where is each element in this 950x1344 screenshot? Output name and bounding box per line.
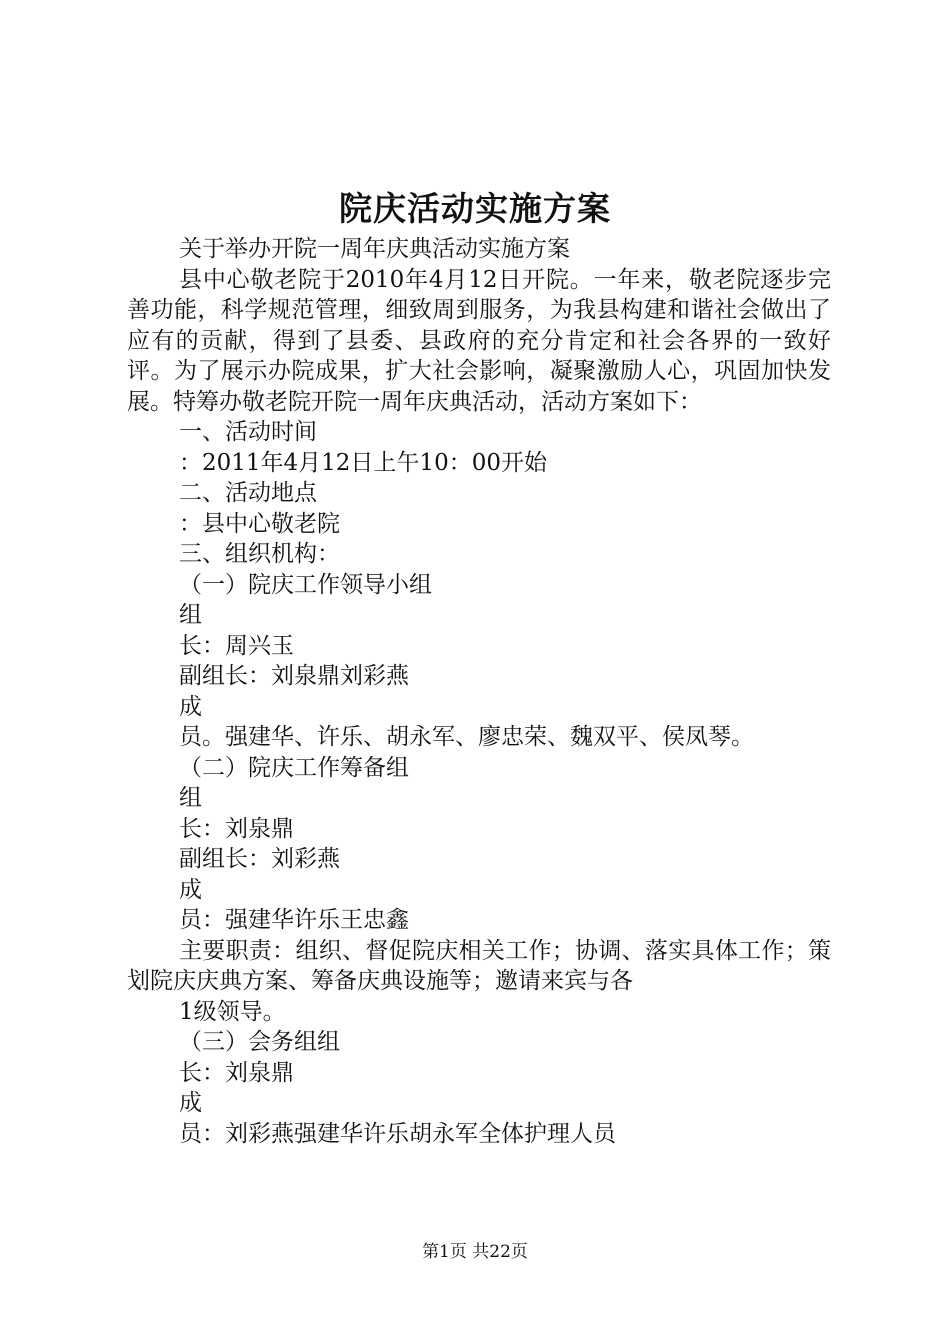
text-line: 副组长：刘泉鼎刘彩燕	[179, 663, 409, 689]
text-line: 副组长：刘彩燕	[179, 846, 340, 872]
text-line: ：县中心敬老院	[179, 510, 340, 537]
text-line: 长：周兴玉	[179, 632, 294, 659]
text-line: 成	[179, 1090, 202, 1116]
text-line: 员。强建华、许乐、胡永军、廖忠荣、魏双平、侯凤琴。	[179, 724, 754, 750]
subtitle-line: 关于举办开院一周年庆典活动实施方案	[179, 236, 570, 262]
text-line: 1级领导。	[179, 998, 286, 1025]
section-heading: 二、活动地点	[179, 480, 317, 506]
text-line: 组	[179, 602, 202, 628]
text-line: 员：强建华许乐王忠鑫	[179, 907, 409, 933]
text-line: ：2011年4月12日上午10：00开始	[179, 449, 547, 476]
intro-paragraph: 县中心敬老院于2010年4月12日开院。一年来，敬老院逐步完善功能，科学规范管理，细致周到服务，为我县构建和谐社会做出了应有的贡献，得到了县委、县政府的充分肯定和社会各界的一致好评。为了展示办院成果，扩大社会影响，凝聚激励人心，巩固加快发展。特筹办敬老院开院一周年庆典活动，活动方案如下：	[127, 266, 831, 415]
text-line: 组	[179, 785, 202, 811]
text-line: 成	[179, 693, 202, 720]
subsection-heading: （一）院庆工作领导小组	[179, 571, 432, 598]
text-line: 成	[179, 876, 202, 903]
text-line: 长：刘泉鼎	[179, 815, 294, 842]
page-footer: 第1页 共22页	[422, 1242, 528, 1262]
duties-paragraph: 主要职责：组织、督促院庆相关工作；协调、落实具体工作；策划院庆庆典方案、筹备庆典设施等；邀请来宾与各	[127, 937, 831, 994]
document-title: 院庆活动实施方案	[339, 189, 611, 228]
subsection-heading: （二）院庆工作筹备组	[179, 754, 409, 781]
section-heading: 一、活动时间	[179, 419, 317, 445]
document-body	[127, 234, 831, 1149]
text-line: 长：刘泉鼎	[179, 1059, 294, 1086]
section-heading: 三、组织机构：	[179, 541, 340, 567]
subsection-heading: （三）会务组组	[179, 1029, 340, 1055]
text-line: 员：刘彩燕强建华许乐胡永军全体护理人员	[179, 1120, 616, 1147]
